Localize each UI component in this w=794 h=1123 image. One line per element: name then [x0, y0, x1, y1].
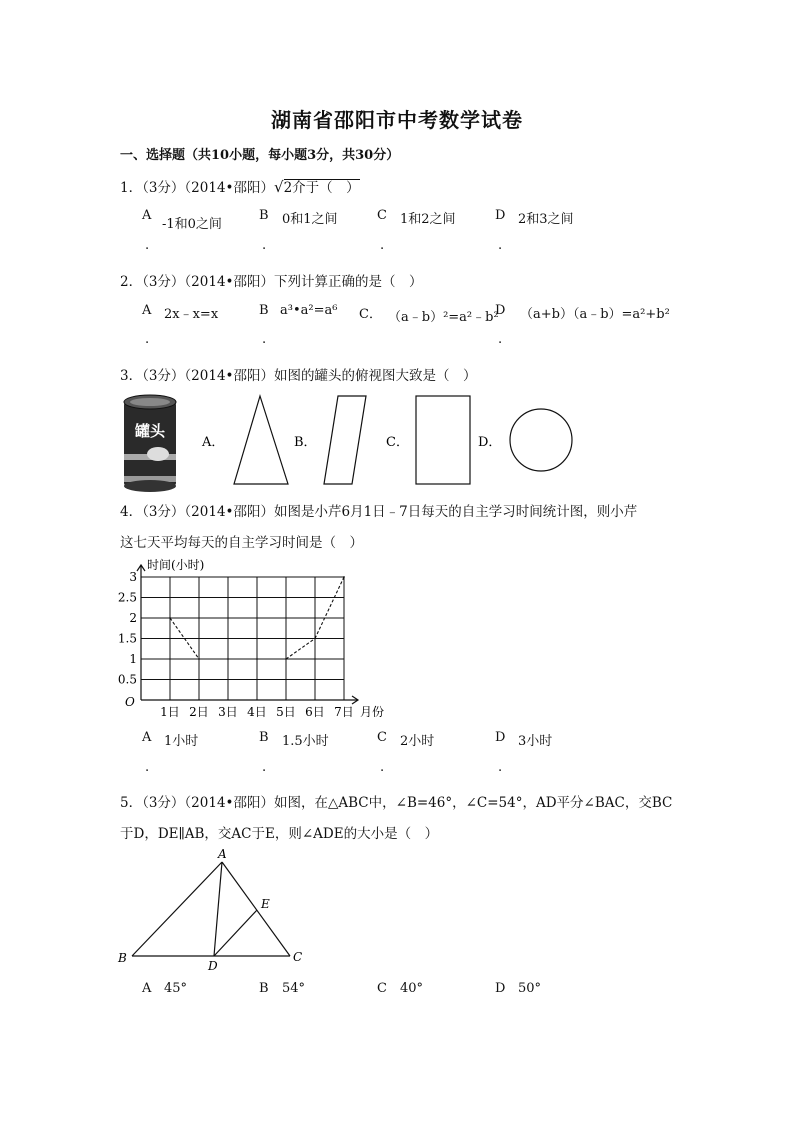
q4-dot: . [380, 760, 385, 775]
point-label-c: C [293, 950, 303, 964]
q1-option-c-text: 1和2之间 [400, 212, 456, 227]
q5-option-c-letter: C [377, 981, 387, 996]
segment-ab [132, 862, 222, 956]
q1-stem-suffix: 2介于（ ） [283, 180, 360, 196]
q4-option-a-text: 1小时 [164, 734, 199, 749]
q4-dot: . [145, 760, 150, 775]
y-tick-label: 1 [129, 652, 137, 666]
data-point [169, 617, 171, 619]
q4-dot: . [498, 760, 503, 775]
q2-option-d-text: （a+b）（a﹣b）=a²+b² [520, 307, 670, 322]
q1-option-b-text: 0和1之间 [282, 212, 338, 227]
study-time-chart [112, 552, 402, 724]
data-point [227, 658, 229, 660]
data-point [198, 658, 200, 660]
point-label-e: E [261, 897, 270, 911]
data-line-segment [286, 639, 315, 660]
sqrt-symbol: √ [274, 178, 284, 196]
q1-stem [120, 176, 360, 196]
can-image [124, 395, 176, 492]
q4-option-d-text: 3小时 [518, 734, 553, 749]
q1-dot: . [498, 238, 503, 253]
q3-option-d-label: D． [478, 435, 502, 450]
y-tick-label: 2.5 [117, 590, 137, 605]
page-title: 湖南省邵阳市中考数学试卷 [271, 108, 523, 132]
q5-stem-line2: 于D，DE∥AB，交AC于E，则∠ADE的大小是（ ） [120, 826, 439, 842]
q2-option-a-text: 2x﹣x=x [164, 307, 219, 322]
x-tick-label: 7日 [334, 705, 354, 719]
can-label: 罐头 [134, 422, 166, 440]
q3-option-a-label: A． [202, 435, 225, 450]
q4-option-d-letter: D [495, 730, 506, 745]
q4-option-a-letter: A [142, 730, 152, 745]
q4-option-b-text: 1.5小时 [282, 734, 329, 749]
q5-option-d-text: 50° [518, 981, 542, 996]
q5-option-c-text: 40° [400, 981, 424, 996]
circle-shape [510, 409, 572, 471]
data-point [256, 658, 258, 660]
q1-dot: . [380, 238, 385, 253]
q2-option-d-letter: D [495, 303, 506, 318]
q5-option-b-letter: B [259, 981, 269, 996]
data-point [314, 638, 316, 640]
x-tick-label: 6日 [305, 705, 325, 719]
data-point [343, 576, 345, 578]
q1-option-a-text: -1和0之间 [162, 217, 222, 232]
q4-stem-line1: 4．（3分）（2014•邵阳）如图是小芹6月1日﹣7日每天的自主学习时间统计图，则小芹 [120, 504, 638, 520]
segment-ac [222, 862, 290, 956]
q3-stem: 3．（3分）（2014•邵阳）如图的罐头的俯视图大致是（ ） [120, 368, 477, 384]
segment-ad [214, 862, 222, 956]
x-tick-label: 3日 [218, 705, 238, 719]
q4-stem-line2: 这七天平均每天的自主学习时间是（ ） [120, 535, 363, 551]
point-label-b: B [118, 951, 127, 965]
point-label-d: D [208, 959, 218, 973]
q1-stem-prefix: 1．（3分）（2014•邵阳） [120, 180, 274, 196]
point-label-a: A [218, 847, 227, 861]
q1-option-d-text: 2和3之间 [518, 212, 574, 227]
parallelogram-shape [324, 396, 366, 484]
q1-dot: . [262, 238, 267, 253]
x-axis-label: 月份 [360, 705, 385, 719]
origin-label: O [125, 695, 135, 709]
y-tick-label: 3 [129, 570, 137, 584]
x-tick-label: 2日 [189, 705, 209, 719]
q1-option-d-letter: D [495, 208, 506, 223]
q3-figures [118, 392, 588, 494]
q2-option-a-letter: A [142, 303, 152, 318]
y-tick-label: 0.5 [117, 672, 137, 687]
q2-dot: . [498, 332, 503, 347]
segment-de [214, 910, 257, 956]
q5-stem-line1: 5．（3分）（2014•邵阳）如图，在△ABC中，∠B=46°，∠C=54°，AD平分∠BAC，交BC [120, 795, 673, 811]
q2-dot: . [145, 332, 150, 347]
q4-option-c-letter: C [377, 730, 387, 745]
q2-option-c-letter: C． [359, 307, 382, 322]
y-axis-label: 时间(小时) [147, 558, 205, 572]
x-tick-label: 4日 [247, 705, 267, 719]
data-line-segment [315, 577, 344, 639]
y-tick-label: 1.5 [117, 631, 137, 646]
q1-dot: . [145, 238, 150, 253]
q1-option-c-letter: C [377, 208, 387, 223]
q2-option-b-text: a³•a²=a⁶ [280, 303, 338, 318]
q4-option-b-letter: B [259, 730, 269, 745]
triangle-shape [234, 396, 288, 484]
rectangle-shape [416, 396, 470, 484]
q2-option-b-letter: B [259, 303, 269, 318]
q3-option-c-label: C． [386, 435, 409, 450]
q1-option-b-letter: B [259, 208, 269, 223]
data-point [285, 658, 287, 660]
q3-option-b-label: B． [294, 435, 317, 450]
y-tick-label: 2 [129, 611, 137, 625]
q5-option-d-letter: D [495, 981, 506, 996]
q5-option-b-text: 54° [282, 981, 306, 996]
q5-option-a-text: 45° [164, 981, 188, 996]
x-tick-label: 1日 [160, 705, 180, 719]
q5-option-a-letter: A [142, 981, 152, 996]
q2-dot: . [262, 332, 267, 347]
q2-stem: 2．（3分）（2014•邵阳）下列计算正确的是（ ） [120, 274, 423, 290]
q1-option-a-letter: A [142, 208, 152, 223]
q4-dot: . [262, 760, 267, 775]
q2-option-c-text: （a﹣b）²=a²﹣b² [388, 310, 499, 325]
x-tick-label: 5日 [276, 705, 296, 719]
triangle-figure [112, 844, 312, 974]
q4-option-c-text: 2小时 [400, 734, 435, 749]
section-heading: 一、选择题（共10小题，每小题3分，共30分） [120, 148, 400, 163]
